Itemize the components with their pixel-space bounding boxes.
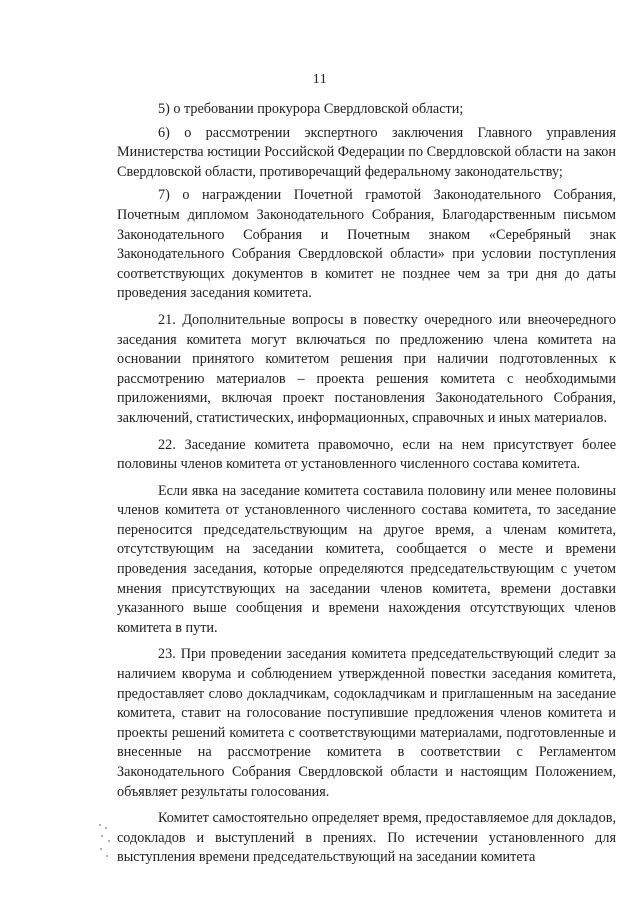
paragraph-speaking-time: Комитет самостоятельно определяет время, предоставляемое для докладов, содокладов и выступлений в прениях. По истечении установленного для выступления времени председательствующий на заседании комитета <box>117 810 616 866</box>
document-body <box>117 100 616 868</box>
clause-22-postponement: Если явка на заседание комитета составила половину или менее половины членов комитета от установленного численного состава комитета, то заседание переносится председательствующим на другое время, а членам комитета, отсутствующим на заседании комитета, сообщается о месте и времени проведения заседания, которые определяются председательствующим с учетом мнения присутствующих на заседании членов комитета, времени доставки указанного выше сообщения и времени нахождения отсутствующих членов комитета в пути. <box>117 482 616 636</box>
clause-21-additional-questions: 21. Дополнительные вопросы в повестку очередного или внеочередного заседания комитета могут включаться по предложению члена комитета на основании принятого комитетом решения при наличии подготовленных к рассмотрению материалов – проекта решения комитета с необходимыми приложениями, включая проект постановления Законодательного Собрания, заключений, статистических, информационных, справочных и иных материалов. <box>117 311 616 426</box>
clause-23-chair-duties: 23. При проведении заседания комитета председательствующий следит за наличием кворума и соблюдением утвержденной повестки заседания комитета, предоставляет слово докладчикам, содокладчикам и приглашенным на заседание комитета, ставит на голосование поступившие предложения членов комитета и проекты решений комитета с соответствующими материалами, подготовленные и внесенные на рассмотрение комитета в соответствии с Регламентом Законодательного Собрания Свердловской области и настоящим Положением, объявляет результаты голосования. <box>117 646 616 800</box>
page-number: 11 <box>312 72 328 87</box>
scan-artifact-dots <box>96 822 120 862</box>
clause-22-quorum: 22. Заседание комитета правомочно, если на нем присутствует более половины членов комитета от установленного численного состава комитета. <box>117 436 616 473</box>
list-item-5-prosecutor-request: 5) о требовании прокурора Свердловской области; <box>158 101 464 117</box>
list-item-7-awards: 7) о награждении Почетной грамотой Законодательного Собрания, Почетным дипломом Законодательного Собрания, Благодарственным письмом Законодательного Собрания и Почетным знаком «Серебряный знак Законодательного Собрания Свердловской области» при условии поступления соответствующих документов в комитет не позднее чем за три дня до даты проведения заседания комитета. <box>117 187 616 302</box>
list-item-6-expert-conclusion: 6) о рассмотрении экспертного заключения Главного управления Министерства юстиции Российской Федерации по Свердловской области на закон Свердловской области, противоречащий федеральному законодательству; <box>117 124 616 180</box>
